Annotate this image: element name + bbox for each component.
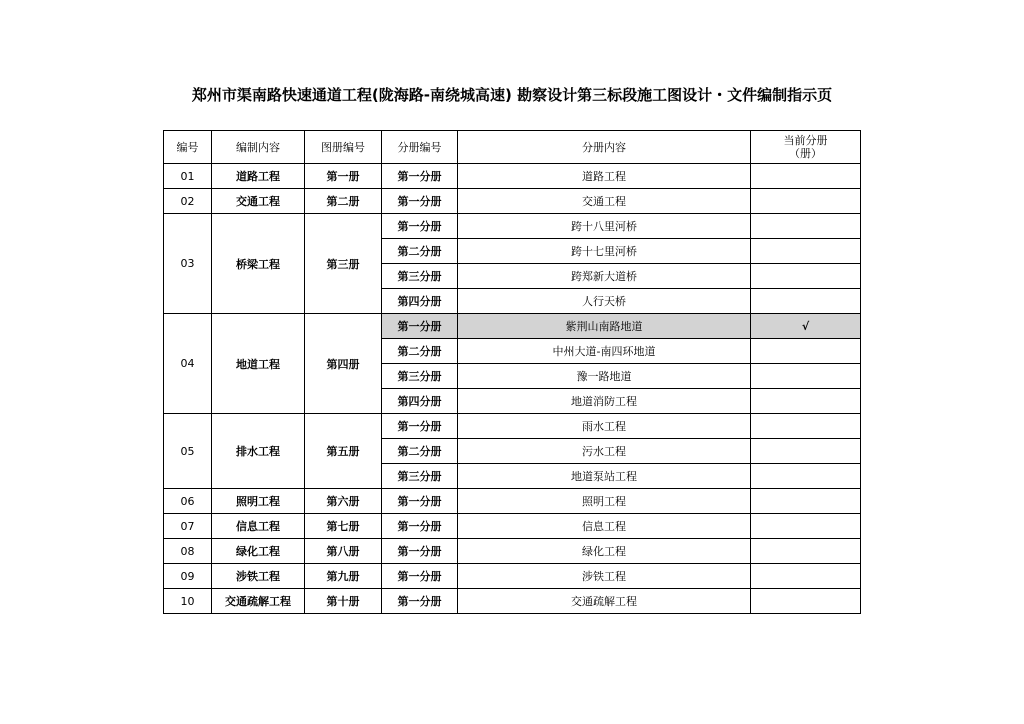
cell-volume: 第五册 [305,414,382,489]
cell-volume: 第九册 [305,564,382,589]
cell-no: 06 [164,489,212,514]
cell-subvolume: 第一分册 [382,514,458,539]
cell-content: 涉铁工程 [212,564,305,589]
current-check-mark: √ [751,314,861,339]
cell-subvolume: 第四分册 [382,389,458,414]
cell-content: 交通工程 [212,189,305,214]
header-content: 编制内容 [212,131,305,164]
cell-current [751,214,861,239]
cell-no: 08 [164,539,212,564]
cell-current [751,239,861,264]
cell-current [751,264,861,289]
cell-subcontent: 雨水工程 [458,414,751,439]
volume-index-table [163,130,861,614]
cell-content: 照明工程 [212,489,305,514]
cell-no: 07 [164,514,212,539]
cell-subcontent: 涉铁工程 [458,564,751,589]
cell-subcontent: 紫荆山南路地道 [458,314,751,339]
cell-no: 09 [164,564,212,589]
cell-subvolume: 第一分册 [382,314,458,339]
cell-subcontent: 交通疏解工程 [458,589,751,614]
cell-current [751,289,861,314]
table-row [164,564,861,589]
cell-no: 10 [164,589,212,614]
cell-content: 地道工程 [212,314,305,414]
header-current [751,131,861,164]
cell-subvolume: 第二分册 [382,439,458,464]
cell-subvolume: 第三分册 [382,264,458,289]
cell-subcontent: 地道消防工程 [458,389,751,414]
cell-current [751,464,861,489]
cell-content: 交通疏解工程 [212,589,305,614]
cell-no: 03 [164,214,212,314]
cell-subvolume: 第一分册 [382,414,458,439]
cell-current [751,589,861,614]
table-row [164,164,861,189]
cell-content: 信息工程 [212,514,305,539]
cell-subcontent: 中州大道-南四环地道 [458,339,751,364]
cell-volume: 第一册 [305,164,382,189]
cell-current [751,339,861,364]
table-row [164,314,861,339]
cell-subcontent: 信息工程 [458,514,751,539]
cell-subcontent: 绿化工程 [458,539,751,564]
cell-current [751,364,861,389]
table-header-row [164,131,861,164]
cell-current [751,489,861,514]
table-row [164,589,861,614]
cell-volume: 第四册 [305,314,382,414]
cell-content: 桥梁工程 [212,214,305,314]
header-subvolume: 分册编号 [382,131,458,164]
cell-subvolume: 第二分册 [382,239,458,264]
cell-subcontent: 跨十八里河桥 [458,214,751,239]
cell-subcontent: 道路工程 [458,164,751,189]
cell-volume: 第八册 [305,539,382,564]
cell-subvolume: 第一分册 [382,539,458,564]
cell-current [751,439,861,464]
cell-subvolume: 第一分册 [382,564,458,589]
cell-content: 绿化工程 [212,539,305,564]
cell-subvolume: 第二分册 [382,339,458,364]
header-current-line2: （册） [789,147,822,160]
cell-subcontent: 豫一路地道 [458,364,751,389]
cell-current [751,414,861,439]
cell-volume: 第七册 [305,514,382,539]
cell-subcontent: 人行天桥 [458,289,751,314]
cell-volume: 第三册 [305,214,382,314]
header-subcontent: 分册内容 [458,131,751,164]
header-no: 编号 [164,131,212,164]
cell-content: 排水工程 [212,414,305,489]
cell-subvolume: 第三分册 [382,464,458,489]
cell-subvolume: 第一分册 [382,164,458,189]
cell-volume: 第六册 [305,489,382,514]
table-row [164,489,861,514]
cell-subvolume: 第一分册 [382,189,458,214]
cell-no: 02 [164,189,212,214]
table-row [164,189,861,214]
cell-current [751,189,861,214]
cell-subcontent: 跨郑新大道桥 [458,264,751,289]
cell-current [751,389,861,414]
cell-subcontent: 污水工程 [458,439,751,464]
cell-subvolume: 第一分册 [382,589,458,614]
cell-subvolume: 第三分册 [382,364,458,389]
cell-subcontent: 跨十七里河桥 [458,239,751,264]
cell-no: 01 [164,164,212,189]
cell-no: 05 [164,414,212,489]
cell-current [751,564,861,589]
cell-current [751,539,861,564]
table-row [164,514,861,539]
cell-current [751,514,861,539]
table-body [164,164,861,614]
cell-content: 道路工程 [212,164,305,189]
cell-subvolume: 第四分册 [382,289,458,314]
cell-current [751,164,861,189]
page-title: 郑州市渠南路快速通道工程(陇海路-南绕城高速) 勘察设计第三标段施工图设计・文件编制指示页 [191,86,833,104]
cell-subcontent: 交通工程 [458,189,751,214]
cell-no: 04 [164,314,212,414]
cell-subvolume: 第一分册 [382,214,458,239]
cell-subcontent: 地道泵站工程 [458,464,751,489]
table-row [164,214,861,239]
cell-subvolume: 第一分册 [382,489,458,514]
cell-volume: 第十册 [305,589,382,614]
table-row [164,539,861,564]
table-row [164,414,861,439]
header-current-line1: 当前分册 [783,134,828,147]
cell-volume: 第二册 [305,189,382,214]
header-volume: 图册编号 [305,131,382,164]
cell-subcontent: 照明工程 [458,489,751,514]
